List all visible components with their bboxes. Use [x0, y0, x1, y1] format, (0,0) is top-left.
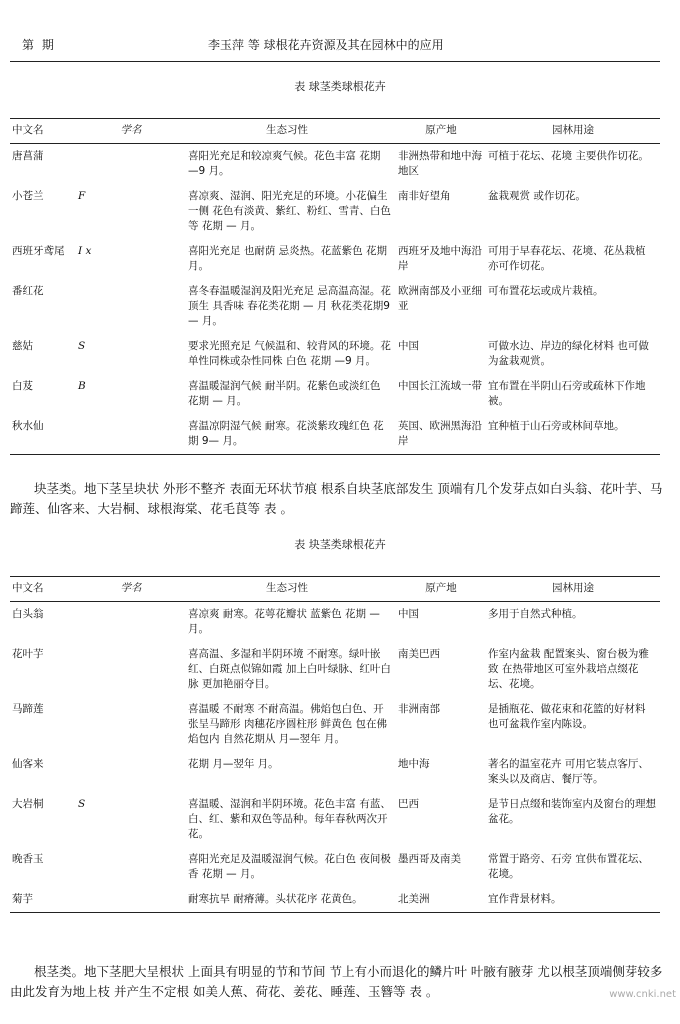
cell-origin: 欧洲南部及小亚细亚 — [398, 285, 482, 312]
cell-name: 白头翁 — [12, 608, 44, 620]
cell-habit: 喜温暖湿润气候 耐半阴。花紫色或淡红色 花期 — 月。 — [188, 380, 381, 407]
col-chinese-name: 中文名 — [10, 119, 76, 144]
cell-use: 作室内盆栽 配置案头、窗台极为雅致 在热带地区可室外栽培点缀花坛、花境。 — [488, 648, 649, 690]
paragraph-tubers: 块茎类。地下茎呈块状 外形不整齐 表面无环状节痕 根系自块茎底部发生 顶端有几个发芽点如白头翁、花叶芋、马蹄莲、仙客来、大岩桐、球根海棠、花毛茛等 表 。 — [10, 481, 663, 516]
cell-habit: 喜冬春温暖湿润及阳光充足 忌高温高湿。花顶生 具香味 春花类花期 — 月 秋花类花期9— 月。 — [188, 285, 391, 327]
table-row — [10, 144, 660, 185]
cell-habit: 喜温凉阴湿气候 耐寒。花淡紫玫瑰红色 花期 9— 月。 — [186, 414, 396, 455]
cell-latin: S — [78, 798, 86, 810]
cell-name: 秋水仙 — [10, 414, 76, 455]
cell-habit: 喜阳光充足 也耐荫 忌炎热。花蓝紫色 花期 月。 — [188, 245, 388, 272]
cell-name: 白芨 — [12, 380, 33, 392]
cell-name: 番红花 — [12, 285, 44, 297]
cell-habit: 要求光照充足 气候温和、较背风的环境。花单性同株或杂性同株 白色 花期 —9 月。 — [188, 340, 391, 367]
cell-latin — [76, 144, 186, 185]
cell-name: 花叶芋 — [12, 648, 44, 660]
table-corm-bulbs — [10, 118, 660, 455]
cell-latin — [76, 414, 186, 455]
cell-latin: S — [78, 340, 86, 352]
cell-use: 可植于花坛、花境 主要供作切花。 — [488, 150, 649, 162]
cell-habit: 花期 月—翌年 月。 — [188, 758, 279, 770]
cell-latin: B — [78, 380, 86, 392]
cell-latin: I x — [78, 245, 92, 257]
cell-origin: 中国 — [398, 340, 419, 352]
table-row — [10, 642, 660, 697]
table-header-row — [10, 577, 660, 602]
cell-origin: 中国 — [398, 608, 419, 620]
cell-habit: 喜凉爽、湿润、阳光充足的环境。小花偏生一侧 花色有淡黄、紫红、粉红、雪青、白色等 花期 — 月。 — [188, 190, 391, 232]
source-watermark: www.cnki.net — [609, 989, 676, 1000]
cell-name: 晚香玉 — [12, 853, 44, 865]
cell-latin — [76, 887, 186, 913]
cell-latin — [76, 279, 186, 334]
cell-origin: 巴西 — [398, 798, 419, 810]
cell-name: 仙客来 — [12, 758, 44, 770]
table-tuber-bulbs — [10, 576, 660, 913]
table-row — [10, 279, 660, 334]
cell-use: 常置于路旁、石旁 宜供布置花坛、花境。 — [488, 853, 649, 880]
cell-name: 小苍兰 — [12, 190, 44, 202]
cell-use: 多用于自然式种植。 — [488, 608, 583, 620]
table-row — [10, 887, 660, 913]
cell-use: 是节日点缀和装饰室内及窗台的理想盆花。 — [488, 798, 656, 825]
col-landscape-use: 园林用途 — [486, 577, 660, 602]
cell-use: 著名的温室花卉 可用它装点客厅、案头以及商店、餐厅等。 — [488, 758, 649, 785]
table-row — [10, 414, 660, 455]
cell-habit: 喜温暖 不耐寒 不耐高温。佛焰包白色、开张呈马蹄形 肉穗花序圆柱形 鲜黄色 包在佛焰包内 自然花期从 月—翌年 月。 — [188, 703, 388, 745]
col-origin: 原产地 — [396, 577, 486, 602]
cell-latin: F — [78, 190, 86, 202]
cell-habit: 耐寒抗旱 耐瘠薄。头状花序 花黄色。 — [186, 887, 396, 913]
cell-use: 可布置花坛或成片栽植。 — [488, 285, 604, 297]
journal-issue: 第 期 — [22, 38, 56, 52]
table-row — [10, 374, 660, 414]
cell-latin — [76, 697, 186, 752]
cell-use: 宜种植于山石旁或林间草地。 — [486, 414, 660, 455]
running-title: 李玉萍 等 球根花卉资源及其在园林中的应用 — [208, 38, 444, 52]
header-rule — [10, 61, 660, 62]
paragraph-rhizomes: 根茎类。地下茎肥大呈根状 上面具有明显的节和节间 节上有小而退化的鳞片叶 叶腋有腋芽 尤以根茎顶端侧芽较多 由此发育为地上枝 并产生不定根 如美人蕉、荷花、姜花、睡莲、玉簪等 表 。 — [10, 964, 663, 999]
cell-name: 大岩桐 — [12, 798, 44, 810]
cell-use: 可用于早春花坛、花境、花丛栽植 亦可作切花。 — [488, 245, 646, 272]
table-header-row — [10, 119, 660, 144]
col-latin-name: 学名 — [76, 577, 186, 602]
cell-origin: 中国长江流域一带 — [398, 380, 482, 392]
table-row — [10, 334, 660, 374]
cell-use: 可做水边、岸边的绿化材料 也可做为盆栽观赏。 — [488, 340, 649, 367]
cell-habit: 喜温暖、湿润和半阴环境。花色丰富 有蓝、白、红、紫和双色等品种。每年春秋两次开花。 — [188, 798, 391, 840]
col-ecology: 生态习性 — [186, 577, 396, 602]
table-row — [10, 847, 660, 887]
cell-latin — [76, 602, 186, 643]
cell-use: 宜布置在半阴山石旁或疏林下作地被。 — [488, 380, 646, 407]
cell-habit: 喜凉爽 耐寒。花萼花瓣状 蓝紫色 花期 — 月。 — [188, 608, 380, 635]
cell-name: 西班牙鸢尾 — [12, 245, 65, 257]
cell-latin — [76, 642, 186, 697]
cell-habit: 喜阳光充足及温暖湿润气候。花白色 夜间极香 花期 — 月。 — [188, 853, 391, 880]
cell-latin — [76, 752, 186, 792]
cell-habit: 喜阳光充足和较凉爽气候。花色丰富 花期 —9 月。 — [188, 150, 381, 177]
cell-name: 马蹄莲 — [12, 703, 44, 715]
col-landscape-use: 园林用途 — [486, 119, 660, 144]
col-ecology: 生态习性 — [186, 119, 396, 144]
cell-use: 宜作背景材料。 — [486, 887, 660, 913]
table2-caption: 表 块茎类球根花卉 — [294, 538, 386, 551]
cell-origin: 南美巴西 — [398, 648, 440, 660]
table-row — [10, 239, 660, 279]
cell-origin: 非洲热带和地中海地区 — [398, 150, 482, 177]
table-row — [10, 752, 660, 792]
cell-origin: 非洲南部 — [398, 703, 440, 715]
cell-origin: 南非好望角 — [398, 190, 451, 202]
cell-origin: 墨西哥及南美 — [398, 853, 461, 865]
col-origin: 原产地 — [396, 119, 486, 144]
table-row — [10, 792, 660, 847]
table1-caption: 表 球茎类球根花卉 — [294, 80, 386, 93]
cell-origin: 英国、欧洲黑海沿岸 — [396, 414, 486, 455]
cell-use: 盆栽观赏 或作切花。 — [488, 190, 586, 202]
col-chinese-name: 中文名 — [10, 577, 76, 602]
col-latin-name: 学名 — [76, 119, 186, 144]
cell-habit: 喜高温、多湿和半阴环境 不耐寒。绿叶嵌红、白斑点似锦如霞 加上白叶绿脉、红叶白脉 更加艳丽夺目。 — [188, 648, 391, 690]
cell-name: 慈姑 — [12, 340, 33, 352]
cell-name: 菊芋 — [10, 887, 76, 913]
table-row — [10, 697, 660, 752]
cell-origin: 地中海 — [398, 758, 430, 770]
cell-latin — [76, 847, 186, 887]
table-row — [10, 184, 660, 239]
table-row — [10, 602, 660, 643]
cell-use: 是插瓶花、做花束和花篮的好材料 也可盆栽作室内陈设。 — [488, 703, 646, 730]
cell-origin: 北美洲 — [396, 887, 486, 913]
cell-name: 唐菖蒲 — [12, 150, 44, 162]
cell-origin: 西班牙及地中海沿岸 — [398, 245, 482, 272]
